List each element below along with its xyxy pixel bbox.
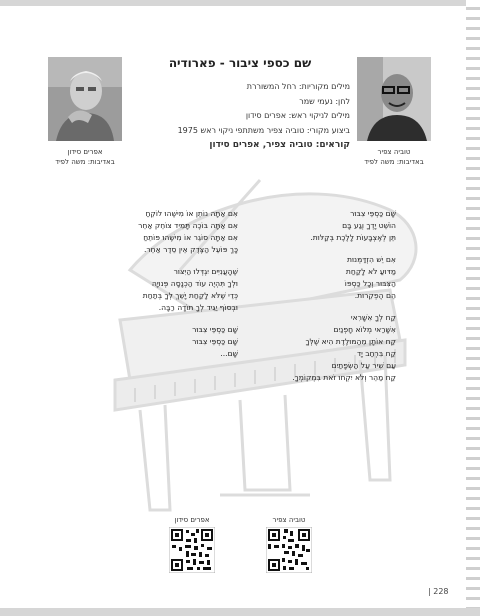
lyric-line: שָׁם כַּסְפֵּי צִבּוּר — [350, 209, 396, 218]
lyric-line: תֵּן לְאֶצְבָּעוֹת לָלֶכֶת בְּקַלּוּת. — [310, 233, 396, 242]
lyrics-stanza — [276, 312, 396, 384]
portrait-caption-right-name: טוביה צפיר — [377, 148, 411, 156]
lyrics-column-left — [106, 208, 238, 370]
qr-block-right — [264, 515, 314, 577]
qr-label-right: טוביה צפיר — [272, 516, 306, 524]
page-number: | 228 — [428, 587, 449, 596]
credit-parody-lyrics: מילים לניקוי ראש: אפרים סידון — [245, 111, 350, 121]
portrait-photo-left — [48, 57, 122, 141]
credit-readers: קוראים: טוביה צפיר, אפרים סידון — [209, 140, 350, 151]
credit-original-lyrics: מילים מקוריות: רחל המשוררת — [246, 82, 350, 91]
lyrics-column-right — [276, 208, 396, 394]
lyric-line: כְּדֵי שֶׁלֹּא לָקַחַת יָשֵׁךְ לְךָ בְּתַחַת — [142, 291, 238, 300]
lyric-line: אִם יֵשׁ הִזְדַּמְּנוּת — [346, 255, 396, 264]
lyric-line: הֵם הֶפְקֵרוּת. — [354, 291, 396, 300]
portrait-caption-right — [348, 147, 440, 167]
lyric-line: שָׁם כַּסְפֵּי צִבּוּר — [192, 337, 238, 346]
lyrics-stanza — [106, 208, 238, 256]
lyric-line: וּבְסוֹף יַגִּיד לְךָ תּוֹדָה רַבָּה. — [158, 303, 238, 312]
lyric-line: אִם אַתָּה נוֹתֵן אוֹ מִישֶׁהוּ לוֹקֵחַ — [145, 209, 238, 218]
portrait-caption-left — [40, 147, 130, 167]
song-credits — [140, 80, 350, 153]
lyric-line: הוֹשֵׁט יָדְךָ וְגַע בָּם — [342, 221, 396, 230]
lyric-line: שָׁם... — [220, 349, 238, 358]
lyric-line: וּלְךָ תִּהְיֶה עוֹד הַכְנָסָה פְּנוּיָה — [151, 279, 238, 288]
lyrics-stanza — [276, 208, 396, 244]
lyric-line: שֶׁהָעֲנִיִּים יִגְדְּלוּ הַיִּצּוּר — [173, 267, 238, 276]
lyric-line: עַם שִׁיר עַל הַשְּׂפָתַיִם — [331, 361, 396, 370]
lyric-line: קַח אוֹתָן מֵהַמּוּלֶדֶת הִיא שֶׁלְּךָ — [305, 337, 396, 346]
portrait-caption-right-credit: באדיבות: משה לפיד — [364, 158, 424, 166]
portrait-photo-right — [357, 57, 431, 141]
qr-code-left[interactable] — [169, 527, 215, 573]
lyrics-stanza — [106, 266, 238, 314]
lyric-line: שָׁם כַּסְפֵּי צִבּוּר — [192, 325, 238, 334]
page-frame-right — [466, 0, 480, 616]
lyric-line: קַח לְךָ אִשָּׁרִאי — [350, 313, 396, 322]
song-title: שם כספי ציבור - פארודיה — [168, 56, 312, 70]
qr-code-right[interactable] — [266, 527, 312, 573]
lyric-line: אִם אַתָּה בּוֹכֶה תָּמִיד צוֹחֵק אַחֵר — [138, 221, 238, 230]
portrait-caption-left-credit: באדיבות: משה לפיד — [55, 158, 115, 166]
page-frame-bottom — [0, 608, 480, 616]
lyrics-stanza — [276, 254, 396, 302]
qr-block-left — [167, 515, 217, 577]
lyric-line: קַח בִּרְחַב יָד — [356, 349, 396, 358]
lyric-line: מַדּוּעַ לֹא לָקַחַת — [345, 267, 396, 276]
lyrics-stanza — [106, 324, 238, 360]
page-frame-top — [0, 0, 480, 6]
lyric-line: קַח מַהֵר וְלֹא יִקְחוּ זֹאת בִּמְקוֹמְךָ. — [292, 373, 396, 382]
qr-label-left: אפרים סידון — [174, 516, 210, 524]
portrait-caption-left-name: אפרים סידון — [67, 148, 103, 156]
lyric-line: אִם אַתָּה סוֹגֵר אוֹ מִישֶׁהוּ פּוֹתֵחַ — [143, 233, 238, 242]
lyric-line: כָּךְ פּוֹעֵל הַצֶּדֶק אֵין סֵדֶר אַחֵר. — [143, 245, 238, 254]
credit-composer: לחן: נעמי שמר — [299, 96, 350, 106]
credit-original-performance: ביצוע מקורי: טוביה צפיר משתתפי ניקוי ראש 1975 — [177, 125, 350, 135]
lyric-line: אִשָּׁרַאי מְלוֹא חָפְנַיִם — [333, 325, 396, 334]
lyric-line: הַצִּבּוּר וְכָל כַּסְפּוֹ — [344, 279, 396, 288]
